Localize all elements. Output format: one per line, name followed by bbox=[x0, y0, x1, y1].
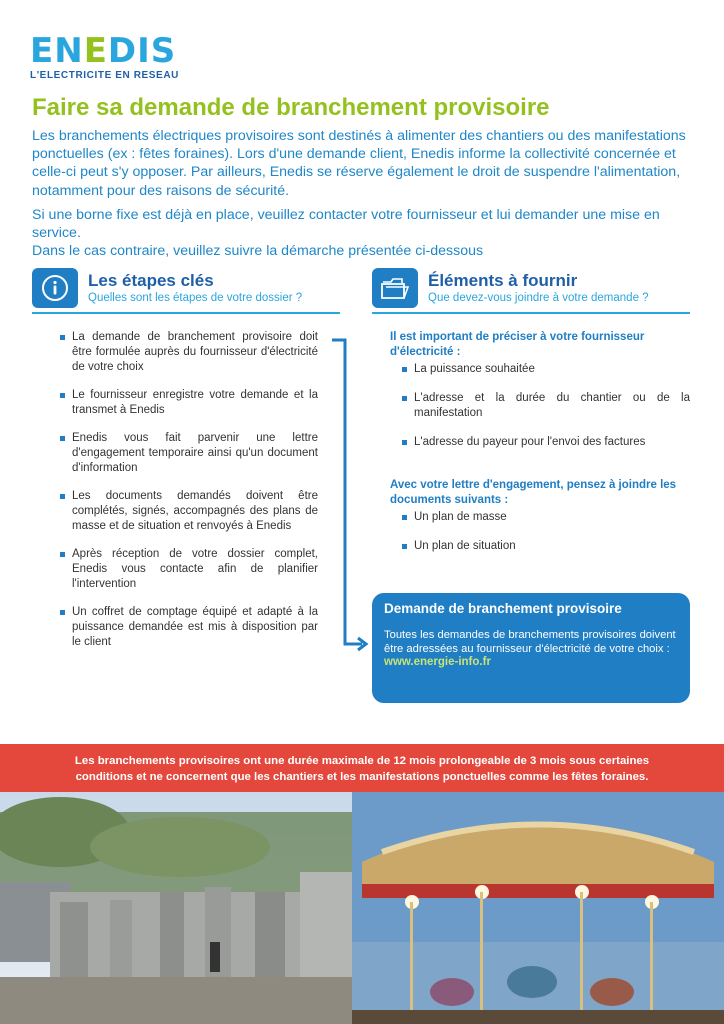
steps-subtitle: Quelles sont les étapes de votre dossier ? bbox=[88, 292, 303, 304]
intro-paragraph-2: Si une borne fixe est déjà en place, veuillez contacter votre fournisseur et lui demander une mise en service. bbox=[32, 206, 660, 242]
docs-subtitle: Que devez-vous joindre à votre demande ? bbox=[428, 292, 649, 304]
logo-part-e: E bbox=[83, 31, 108, 71]
duration-banner bbox=[0, 744, 724, 792]
docs-group-supplier-list bbox=[402, 362, 690, 450]
intro-text bbox=[32, 127, 692, 266]
page-title: Faire sa demande de branchement provisoire bbox=[32, 94, 550, 121]
logo-tagline: L'ELECTRICITE EN RESEAU bbox=[30, 70, 179, 81]
docs-group-letter-list bbox=[402, 510, 690, 554]
steps-header bbox=[32, 268, 302, 308]
docs-group-letter bbox=[390, 478, 690, 568]
doc-item: Un plan de masse bbox=[402, 510, 690, 525]
docs-group-supplier-heading: Il est important de préciser à votre fournisseur d'électricité : bbox=[390, 331, 645, 358]
step-item: Un coffret de comptage équipé et adapté à la puissance demandée est mis à disposition par le client bbox=[60, 605, 318, 650]
intro-paragraph-1: Les branchements électriques provisoires sont destinés à alimenter des chantiers ou des manifestations ponctuelles (ex : fêtes foraines). Lors d'une demande client, Enedis informe la collectivité concernée et celle-ci peut s'y opposer. Par ailleurs, Enedis se réserve également le droit de suspendre l'alimentation, notamment pour des raisons de sécurité. bbox=[32, 128, 686, 199]
request-box-text: Toutes les demandes de branchements provisoires doivent être adressées au fournisseur d'électricité de votre choix : bbox=[384, 629, 676, 655]
photo-strip bbox=[0, 792, 724, 1024]
intro-paragraph-3: Dans le cas contraire, veuillez suivre la démarche présentée ci-dessous bbox=[32, 243, 484, 260]
step-item: Enedis vous fait parvenir une lettre d'engagement temporaire ainsi qu'un document d'information bbox=[60, 431, 318, 476]
docs-divider bbox=[372, 312, 690, 314]
step-item: La demande de branchement provisoire doit être formulée auprès du fournisseur d'électricité de votre choix bbox=[60, 330, 318, 375]
construction-site-photo bbox=[0, 792, 352, 1024]
carousel-photo bbox=[352, 792, 724, 1024]
step-item: Le fournisseur enregistre votre demande et la transmet à Enedis bbox=[60, 388, 318, 418]
steps-title: Les étapes clés bbox=[88, 271, 214, 290]
docs-header bbox=[372, 268, 649, 308]
doc-item: La puissance souhaitée bbox=[402, 362, 690, 377]
step-item: Après réception de votre dossier complet, Enedis vous contacte afin de planifier l'intervention bbox=[60, 547, 318, 592]
banner-line-2: conditions et ne concernent que les chantiers et les manifestations ponctuelles comme les fêtes foraines. bbox=[75, 771, 649, 783]
enedis-logo bbox=[30, 31, 179, 81]
banner-line-1: Les branchements provisoires ont une durée maximale de 12 mois prolongeable de 3 mois sous certaines bbox=[74, 755, 650, 767]
logo-part-dis: DIS bbox=[107, 31, 177, 71]
step-item: Les documents demandés doivent être complétés, signés, accompagnés des plans de masse et de situation et renvoyés à Enedis bbox=[60, 489, 318, 534]
logo-part-en: EN bbox=[30, 31, 84, 71]
flow-arrow-icon bbox=[318, 336, 374, 656]
energie-info-link[interactable]: www.energie-info.fr bbox=[384, 656, 491, 668]
logo-wordmark bbox=[30, 31, 179, 71]
folder-icon bbox=[372, 268, 418, 308]
doc-item: L'adresse du payeur pour l'envoi des factures bbox=[402, 435, 690, 450]
docs-title: Éléments à fournir bbox=[428, 271, 578, 290]
request-box-title: Demande de branchement provisoire bbox=[384, 601, 622, 616]
request-box bbox=[372, 593, 690, 703]
steps-list bbox=[60, 330, 318, 663]
docs-group-letter-heading: Avec votre lettre d'engagement, pensez à joindre les documents suivants : bbox=[390, 479, 677, 506]
doc-item: Un plan de situation bbox=[402, 539, 690, 554]
steps-divider bbox=[32, 312, 340, 314]
info-icon bbox=[32, 268, 78, 308]
docs-group-supplier bbox=[390, 330, 690, 464]
doc-item: L'adresse et la durée du chantier ou de la manifestation bbox=[402, 391, 690, 421]
